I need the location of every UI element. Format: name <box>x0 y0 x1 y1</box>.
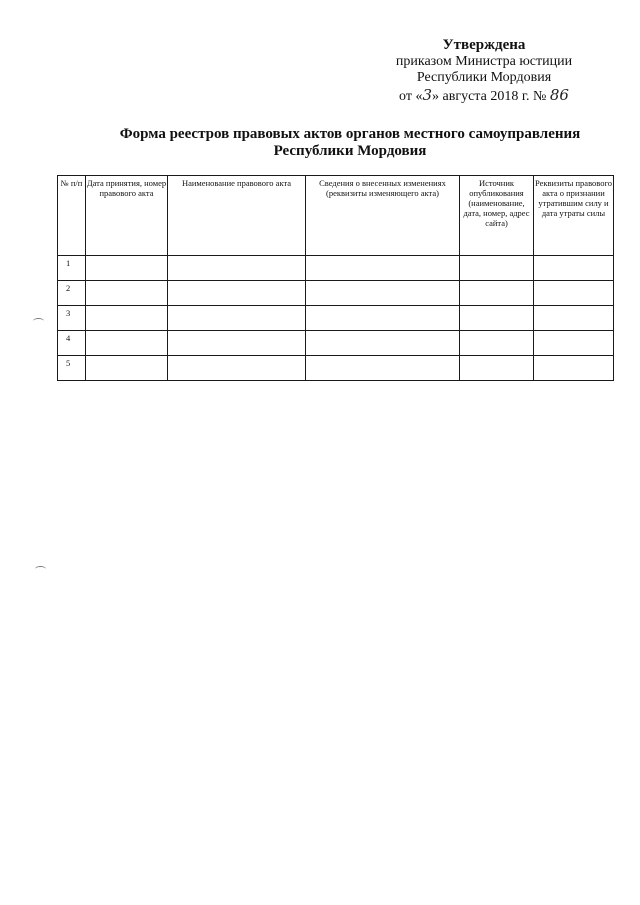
table-row <box>58 281 614 306</box>
table-cell <box>168 306 306 331</box>
approval-date-line <box>354 87 614 106</box>
row-number: 3 <box>58 306 86 331</box>
column-header-date: Дата принятия, номер правового акта <box>86 176 168 256</box>
table-cell <box>86 331 168 356</box>
table-cell <box>534 281 614 306</box>
table-cell <box>534 331 614 356</box>
binding-hole-mark <box>35 566 46 572</box>
row-number: 2 <box>58 281 86 306</box>
form-title-line-1: Форма реестров правовых актов органов местного самоуправления <box>119 126 581 142</box>
handwritten-day: 3 <box>422 85 433 104</box>
table-cell <box>168 256 306 281</box>
table-cell <box>306 256 460 281</box>
table-cell <box>306 306 460 331</box>
column-header-name: Наименование правового акта <box>168 176 306 256</box>
table-cell <box>460 256 534 281</box>
table-cell <box>86 306 168 331</box>
column-header-number: № п/п <box>58 176 86 256</box>
binding-hole-mark <box>33 318 44 324</box>
table-cell <box>86 281 168 306</box>
row-number: 4 <box>58 331 86 356</box>
column-header-source: Источник опубликования (наименование, дата, номер, адрес сайта) <box>460 176 534 256</box>
row-number: 1 <box>58 256 86 281</box>
table-cell <box>460 306 534 331</box>
table-cell <box>460 281 534 306</box>
row-number: 5 <box>58 356 86 381</box>
table-cell <box>460 331 534 356</box>
form-title-line-2: Республики Мордовия <box>273 143 427 159</box>
registry-table <box>57 175 614 381</box>
table-cell <box>86 356 168 381</box>
table-cell <box>534 306 614 331</box>
approval-stamp-block <box>354 37 614 105</box>
table-row <box>58 256 614 281</box>
table-cell <box>306 281 460 306</box>
approval-region-line: Республики Мордовия <box>416 70 552 85</box>
table-cell <box>460 356 534 381</box>
table-header-row <box>58 176 614 256</box>
date-suffix: » августа 2018 г. № <box>432 88 547 104</box>
column-header-changes: Сведения о внесенных изменениях (реквизиты изменяющего акта) <box>306 176 460 256</box>
table-cell <box>168 356 306 381</box>
handwritten-order-number: 86 <box>549 85 569 104</box>
column-header-repeal: Реквизиты правового акта о признании утратившим силу и дата утраты силы <box>534 176 614 256</box>
table-cell <box>168 331 306 356</box>
table-row <box>58 331 614 356</box>
table-cell <box>168 281 306 306</box>
approval-order-line: приказом Министра юстиции <box>395 53 573 69</box>
table-cell <box>306 331 460 356</box>
table-cell <box>306 356 460 381</box>
table-cell <box>86 256 168 281</box>
date-prefix: от « <box>399 88 423 104</box>
form-title <box>60 126 640 160</box>
table-row <box>58 356 614 381</box>
table-cell <box>534 356 614 381</box>
table-cell <box>534 256 614 281</box>
approval-heading: Утверждена <box>442 37 526 53</box>
table-row <box>58 306 614 331</box>
